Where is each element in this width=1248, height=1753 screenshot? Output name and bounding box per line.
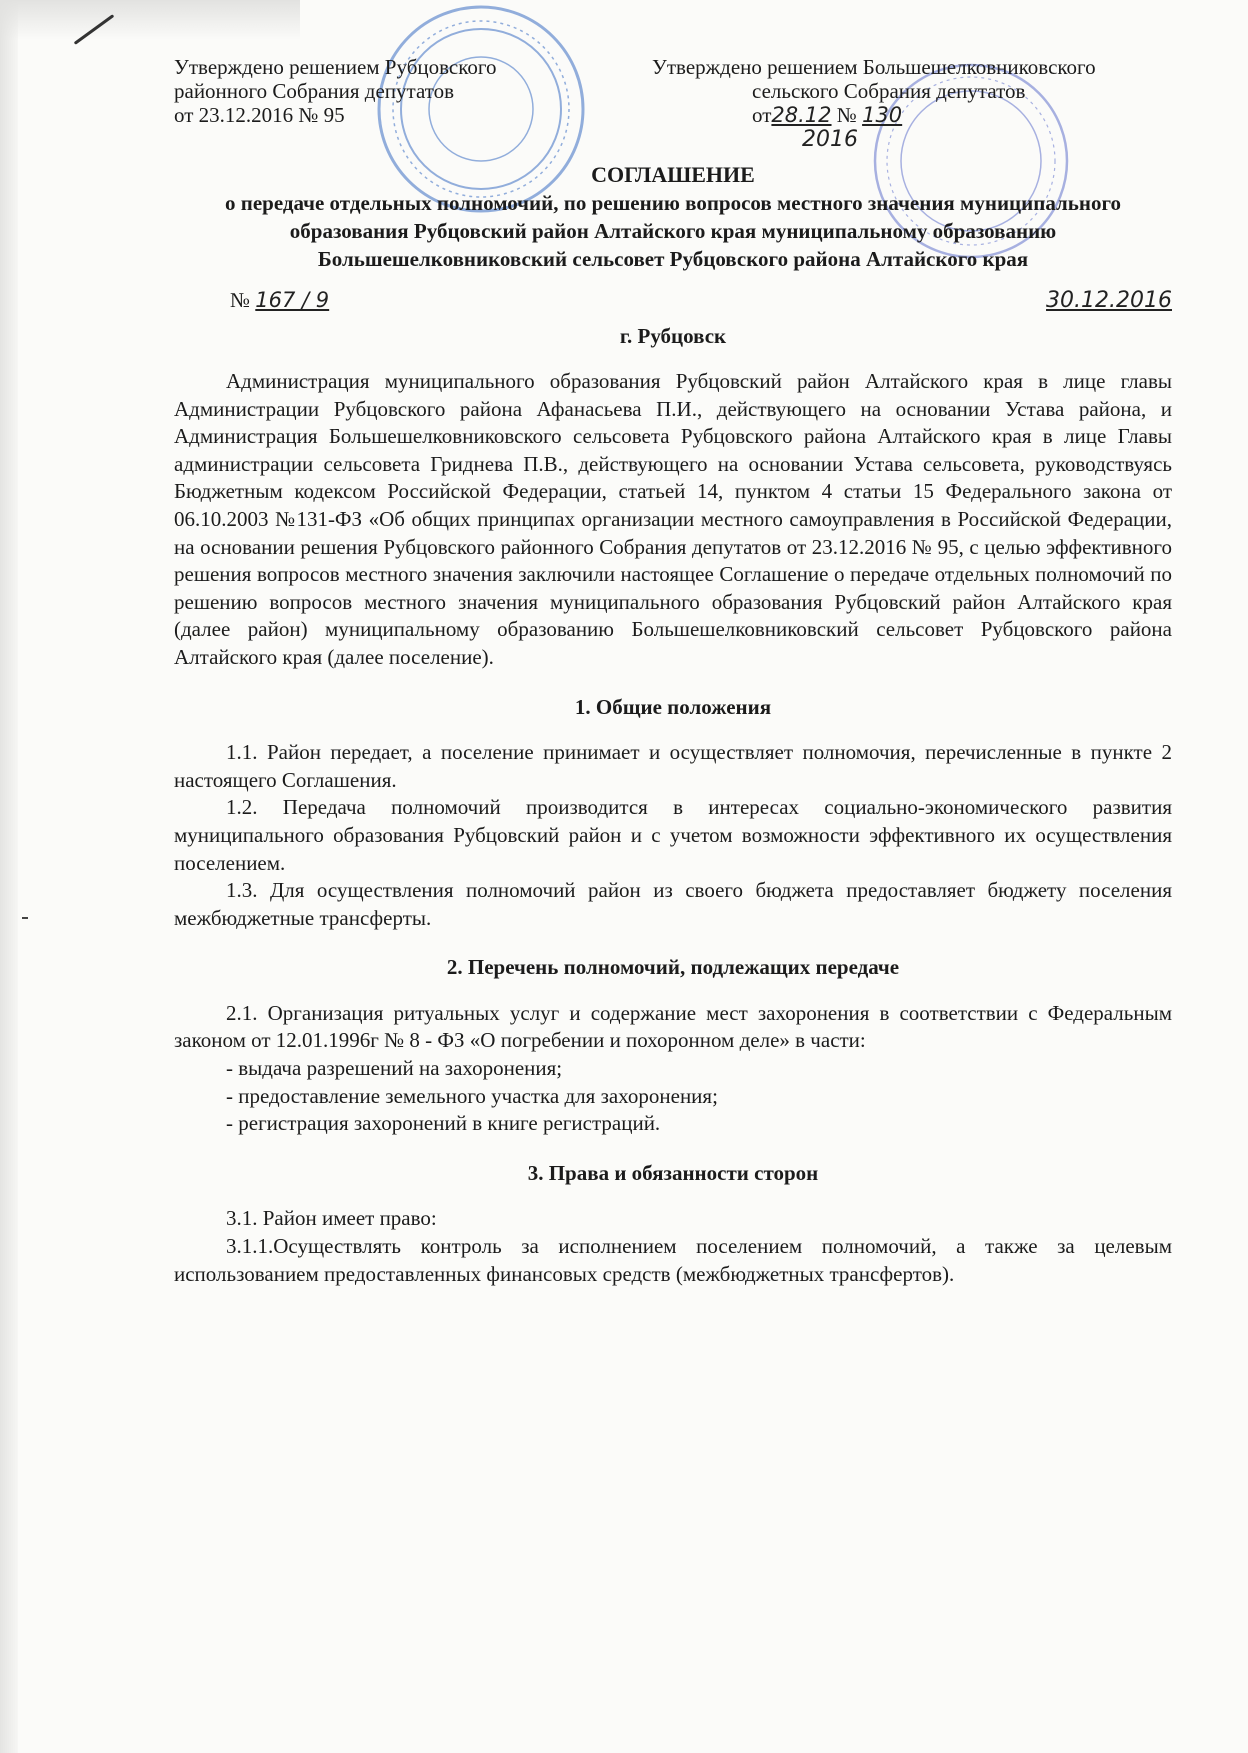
list-item: - выдача разрешений на захоронения; [226, 1056, 563, 1081]
ink-dot [22, 917, 28, 919]
approval-right-line3 [652, 103, 1172, 127]
scan-page-edge [0, 0, 18, 1753]
agreement-number-handwritten: 167 / 9 [255, 288, 330, 312]
approvals-row [174, 55, 1172, 153]
document-title: СОГЛАШЕНИЕ [591, 162, 755, 187]
section-2 [174, 954, 1172, 1138]
approval-right-number-handwritten: 130 [862, 103, 903, 127]
approval-right-number-prefix: № [836, 103, 857, 127]
agreement-number [230, 285, 329, 315]
approval-left-line3: от 23.12.2016 № 95 [174, 103, 345, 127]
paragraph-3-1: 3.1. Район имеет право: [226, 1206, 437, 1231]
number-date-row [174, 285, 1172, 316]
document-sheet [174, 0, 1172, 1288]
paragraph-2-1: 2.1. Организация ритуальных услуг и содержание мест захоронения в соответствии с Федеральным законом от 12.01.1996г № 8 - ФЗ «О погребении и похоронном деле» в части: [174, 1000, 1172, 1053]
agreement-city: г. Рубцовск [619, 324, 727, 348]
approval-left-line2: районного Собрания депутатов [174, 79, 455, 103]
section-1 [174, 694, 1172, 933]
section-1-heading: 1. Общие положения [574, 694, 772, 719]
approval-left-line1: Утверждено решением Рубцовского [174, 55, 497, 79]
document-subtitle: о передаче отдельных полномочий, по решению вопросов местного значения муниципального образования Рубцовский район Алтайского края муниципальному образованию Большешелковниковский сельсовет Рубцовского района Алтайского края [224, 191, 1122, 271]
paragraph-1-3: 1.3. Для осуществления полномочий район из своего бюджета предоставляет бюджету поселения межбюджетные трансферты. [174, 878, 1172, 930]
list-item: - регистрация захоронений в книге регистраций. [226, 1111, 661, 1136]
section-3-heading: 3. Права и обязанности сторон [527, 1160, 819, 1185]
list-item: - предоставление земельного участка для захоронения; [226, 1083, 718, 1108]
approval-left [174, 55, 604, 153]
approval-right [652, 55, 1172, 153]
approval-right-line1: Утверждено решением Большешелковниковского [652, 55, 1096, 79]
section-2-heading: 2. Перечень полномочий, подлежащих передаче [446, 955, 900, 980]
paragraph-3-1-1: 3.1.1.Осуществлять контроль за исполнением поселением полномочий, а также за целевым использованием предоставленных финансовых средств (межбюджетных трансфертов). [174, 1234, 1172, 1286]
intro-paragraph: Администрация муниципального образования Рубцовский район Алтайского края в лице главы Администрации Рубцовского района Афанасьева П.И., действующего на основании Устава района, и Администрация Большешелковниковского сельсовета Рубцовского района Алтайского края в лице Главы администрации сельсовета Гриднева П.В., действующего на основании Устава сельсовета, руководствуясь Бюджетным кодексом Российской Федерации, статьей 14, пунктом 4 статьи 15 Федерального закона от 06.10.2003 №131-ФЗ «Об общих принципах организации местного самоуправления в Российской Федерации, на основании решения Рубцовского районного Собрания депутатов от 23.12.2016 № 95, с целью эффективного решения вопросов местного значения заключили настоящее Соглашение о передаче отдельных полномочий по решению вопросов местного значения муниципального образования Рубцовский район Алтайского края (далее район) муниципальному образованию Большешелковниковский сельсовет Рубцовского района Алтайского края (далее поселение). [174, 369, 1172, 669]
approval-right-date-prefix: от [752, 103, 772, 127]
approval-right-year-handwritten: 2016 [802, 127, 858, 152]
intro-block [174, 368, 1172, 672]
paragraph-1-2: 1.2. Передача полномочий производится в интересах социально-экономического развития муниципального образования Рубцовский район и с учетом возможности эффективного их осуществления поселением. [174, 795, 1172, 875]
approval-right-line2: сельского Собрания депутатов [752, 79, 1026, 103]
section-3 [174, 1160, 1172, 1288]
agreement-date-handwritten: 30.12.2016 [1046, 288, 1172, 313]
agreement-number-prefix: № [230, 288, 251, 312]
approval-right-date-handwritten: 28.12 [771, 103, 832, 127]
paragraph-1-1: 1.1. Район передает, а поселение принимает и осуществляет полномочия, перечисленные в пункте 2 настоящего Соглашения. [174, 740, 1172, 792]
